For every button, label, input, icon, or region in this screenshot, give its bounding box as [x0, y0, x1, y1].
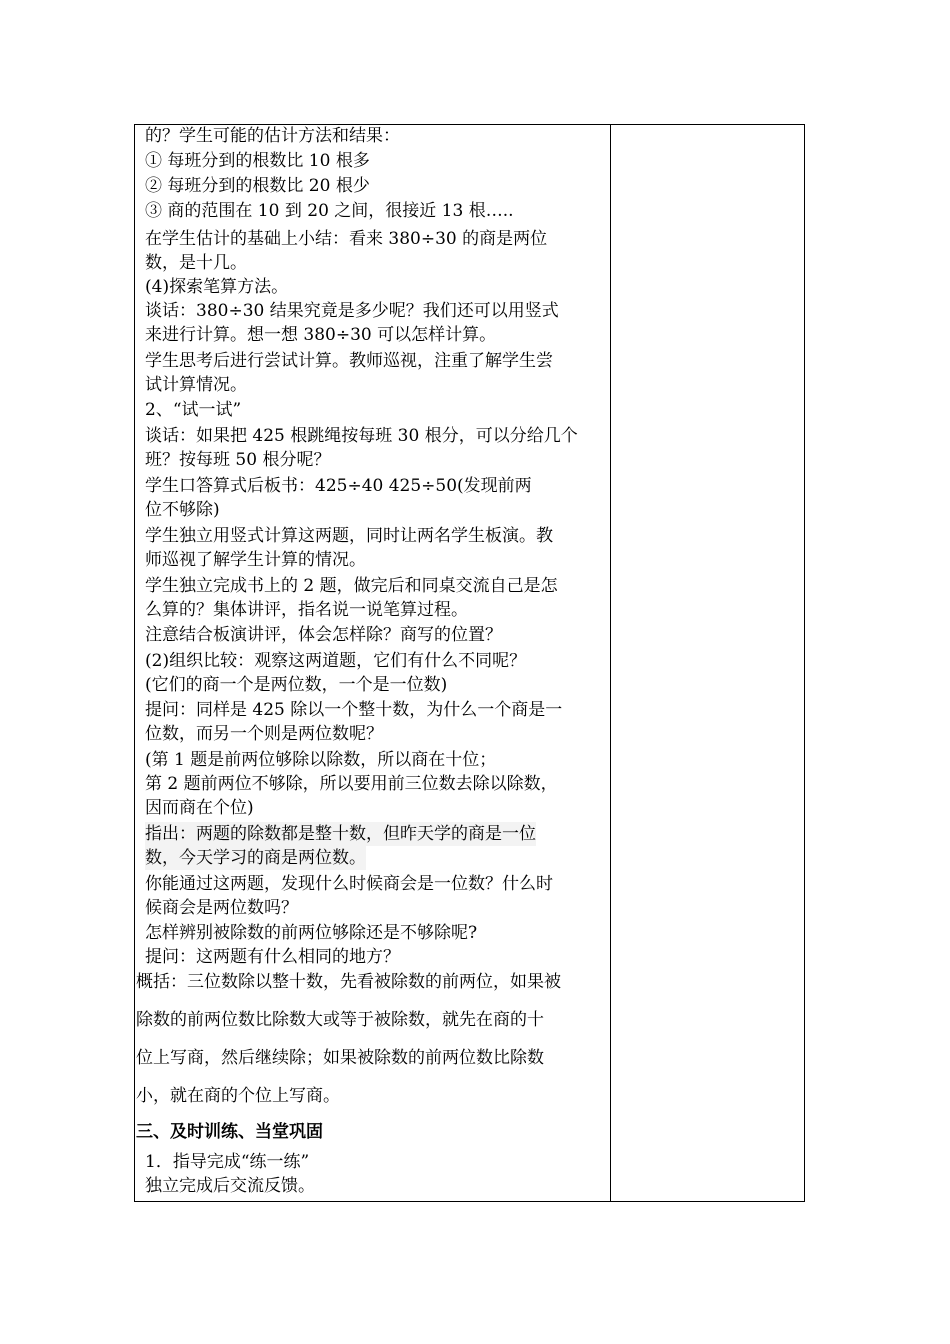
text-line: 提问：同样是 425 除以一个整十数，为什么一个商是一 — [145, 700, 563, 720]
text-line: 学生独立用竖式计算这两题，同时让两名学生板演。教 — [145, 526, 553, 546]
text-line: 怎样辨别被除数的前两位够除还是不够除呢? — [145, 923, 478, 943]
text-line: 的？学生可能的估计方法和结果： — [145, 126, 400, 146]
text-line: ② 每班分到的根数比 20 根少 — [145, 176, 370, 196]
text-line: ① 每班分到的根数比 10 根多 — [145, 151, 370, 171]
text-line: (2)组织比较：观察这两道题，它们有什么不同呢？ — [145, 651, 527, 671]
text-line: 位上写商，然后继续除；如果被除数的前两位数比除数 — [136, 1048, 544, 1068]
text-line: 指出：两题的除数都是整十数，但昨天学的商是一位 — [145, 824, 536, 844]
text-line: 2、“试一试” — [145, 400, 242, 420]
text-line: 概括：三位数除以整十数，先看被除数的前两位，如果被 — [136, 972, 561, 992]
column-divider — [610, 124, 611, 1202]
text-line: 注意结合板演讲评，体会怎样除？商写的位置？ — [145, 625, 502, 645]
text-line: 班？按每班 50 根分呢？ — [145, 450, 331, 470]
text-line: (它们的商一个是两位数，一个是一位数) — [145, 675, 448, 695]
text-line: ③ 商的范围在 10 到 20 之间，很接近 13 根….. — [145, 201, 514, 221]
text-line: 候商会是两位数吗？ — [145, 898, 298, 918]
text-line: 学生独立完成书上的 2 题，做完后和同桌交流自己是怎 — [145, 576, 558, 596]
text-line: 因而商在个位) — [145, 798, 254, 818]
text-line: 谈话：如果把 425 根跳绳按每班 30 根分，可以分给几个 — [145, 426, 578, 446]
text-line: 在学生估计的基础上小结：看来 380÷30 的商是两位 — [145, 229, 548, 249]
text-line: 来进行计算。想一想 380÷30 可以怎样计算。 — [145, 325, 497, 345]
text-line: 么算的？集体讲评，指名说一说笔算过程。 — [145, 600, 468, 620]
text-line: 独立完成后交流反馈。 — [145, 1176, 315, 1196]
text-line: 1．指导完成“练一练” — [145, 1152, 310, 1172]
text-line: 提问：这两题有什么相同的地方？ — [145, 947, 400, 967]
text-line: 除数的前两位数比除数大或等于被除数，就先在商的十 — [136, 1010, 544, 1030]
text-line: (4)探索笔算方法。 — [145, 277, 289, 297]
text-line: 谈话：380÷30 结果究竟是多少呢？我们还可以用竖式 — [145, 301, 559, 321]
text-line: 数，今天学习的商是两位数。 — [145, 848, 366, 868]
text-line: 你能通过这两题，发现什么时候商会是一位数？什么时 — [145, 874, 553, 894]
text-line: 试计算情况。 — [145, 375, 247, 395]
text-line: 学生思考后进行尝试计算。教师巡视，注重了解学生尝 — [145, 351, 553, 371]
text-line: (第 1 题是前两位够除以除数，所以商在十位； — [145, 750, 497, 770]
text-line: 学生口答算式后板书：425÷40 425÷50(发现前两 — [145, 476, 532, 496]
text-line: 三、及时训练、当堂巩固 — [136, 1122, 323, 1142]
text-line: 师巡视了解学生计算的情况。 — [145, 550, 366, 570]
text-line: 数，是十几。 — [145, 253, 247, 273]
text-line: 小，就在商的个位上写商。 — [136, 1086, 340, 1106]
text-line: 位不够除) — [145, 500, 220, 520]
text-line: 位数，而另一个则是两位数呢？ — [145, 724, 383, 744]
text-line: 第 2 题前两位不够除，所以要用前三位数去除以除数， — [145, 774, 558, 794]
